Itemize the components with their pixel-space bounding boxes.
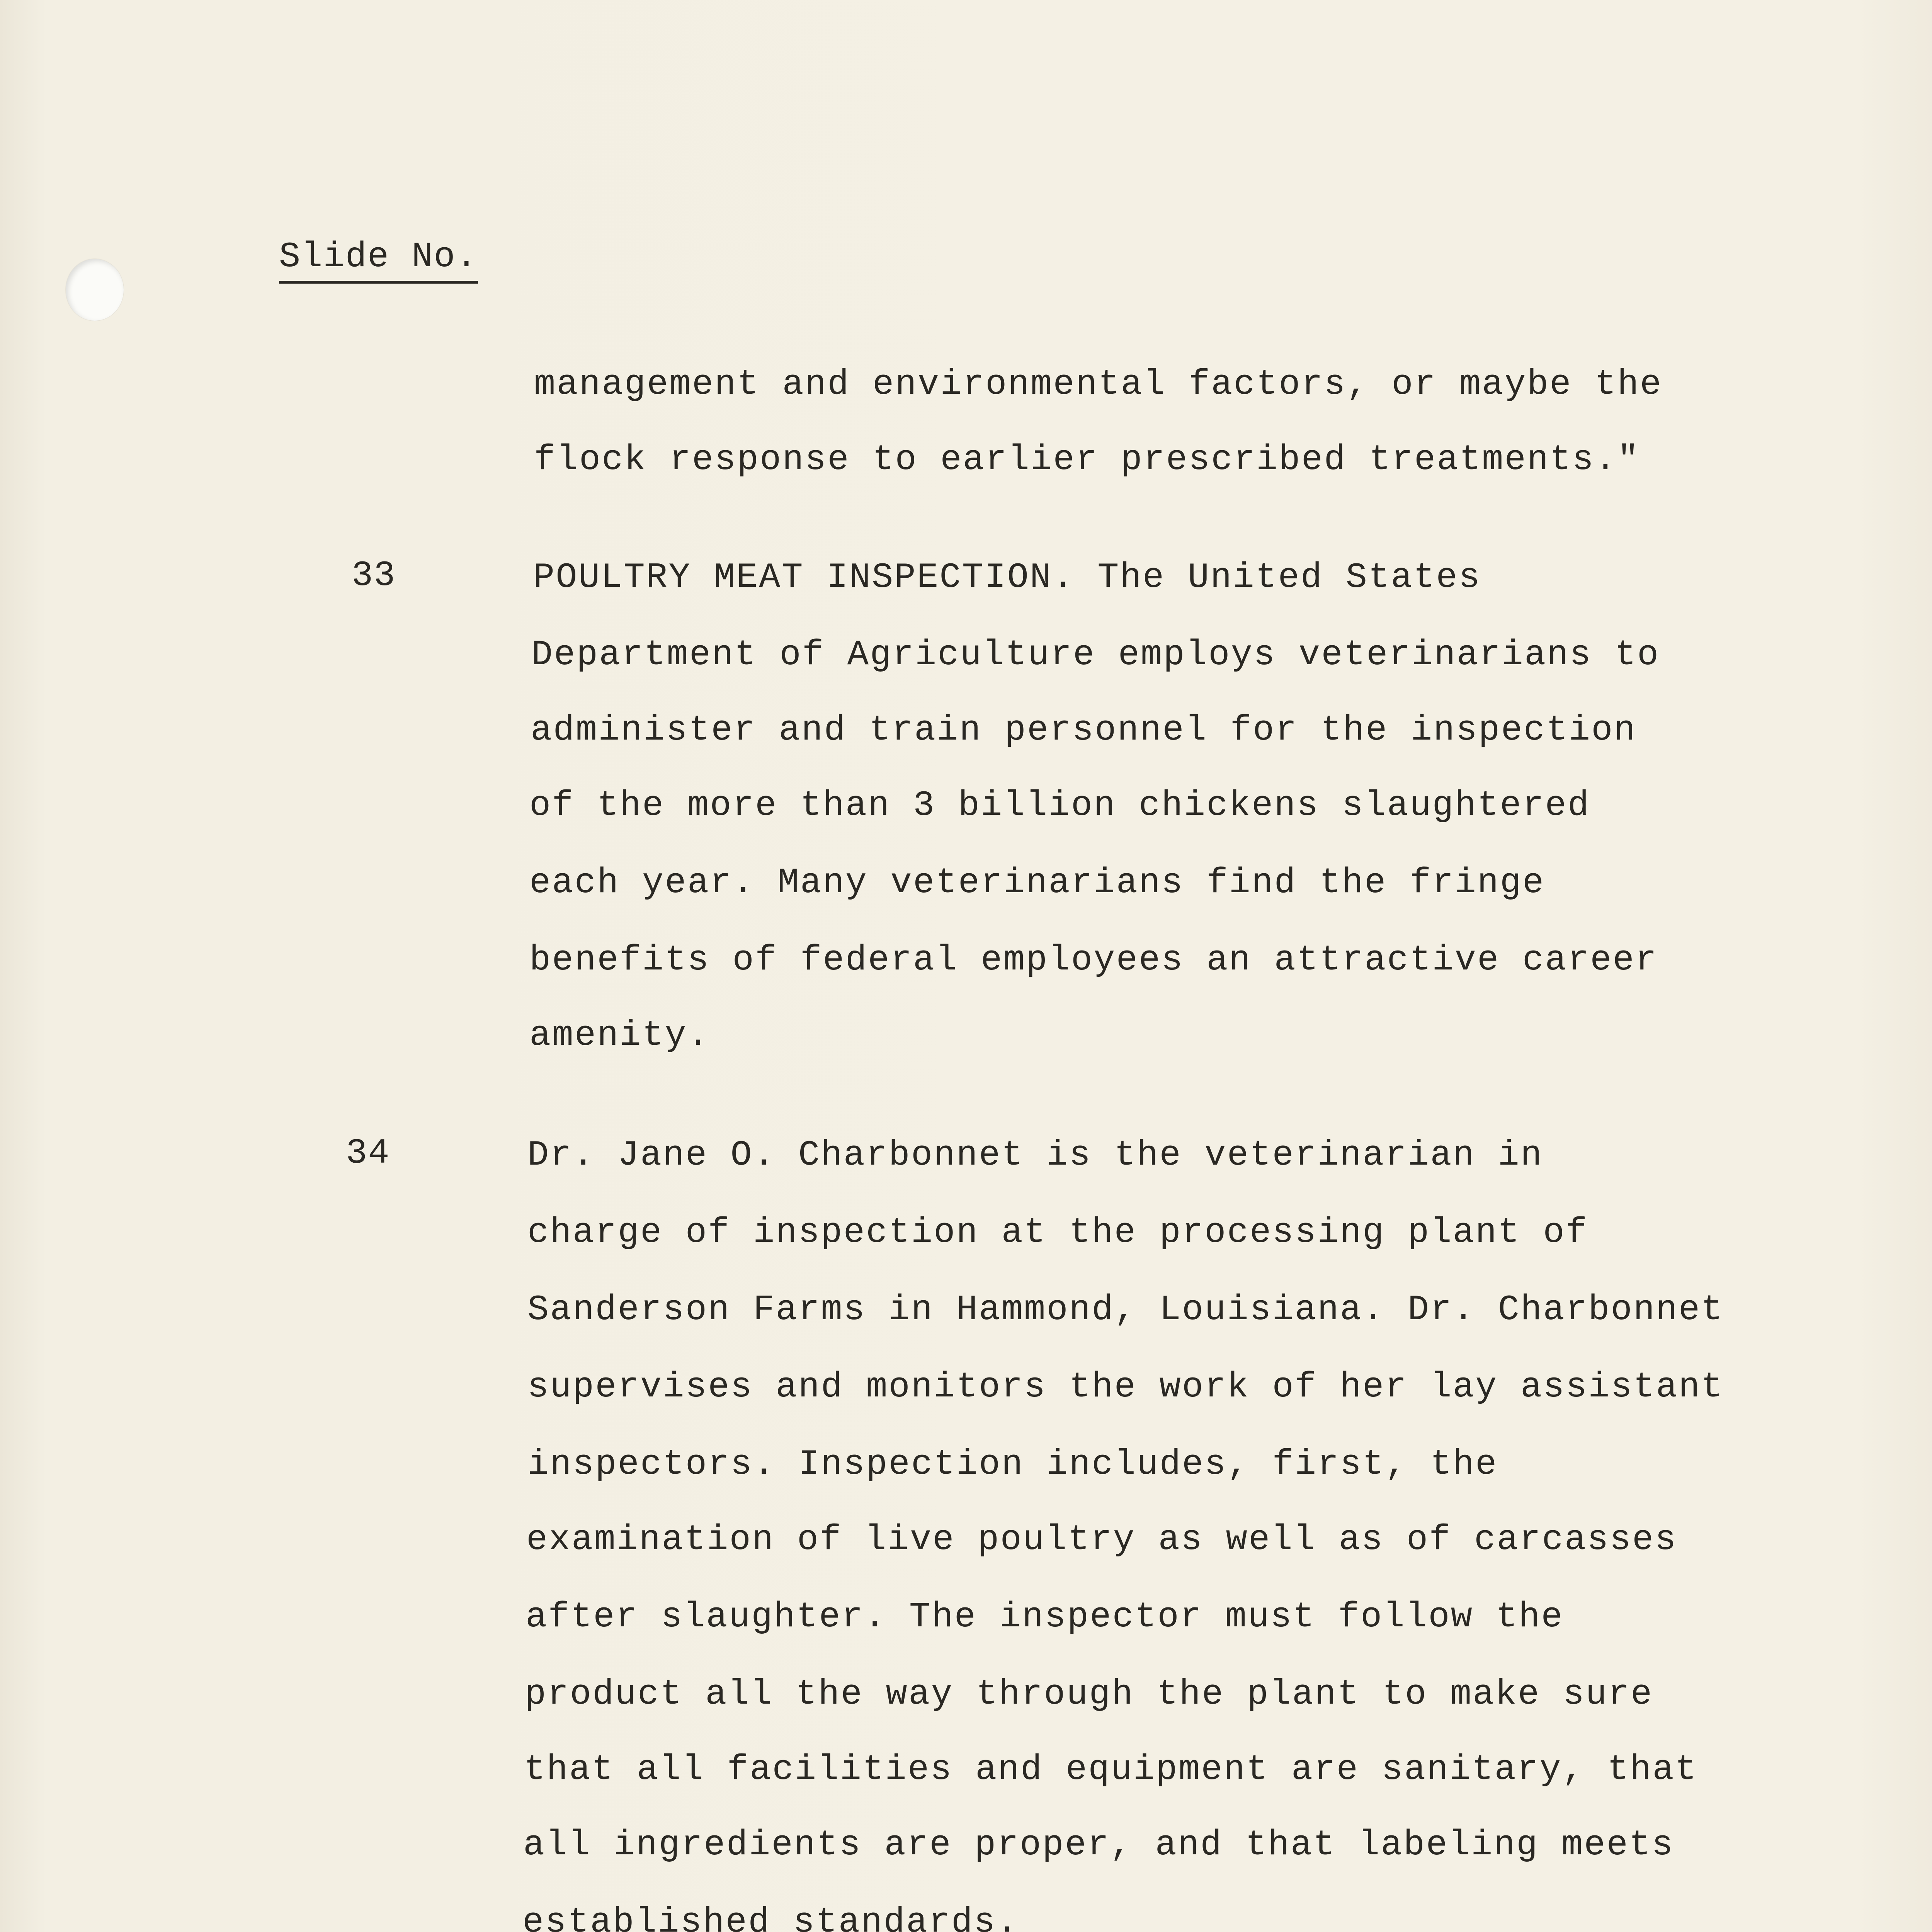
entry-line: supervises and monitors the work of her lay assistant (527, 1367, 1724, 1407)
continuation-line: flock response to earlier prescribed treatments." (534, 439, 1640, 480)
entry-line: after slaughter. The inspector must follow the (526, 1597, 1564, 1637)
entry-line: Dr. Jane O. Charbonnet is the veterinarian in (527, 1135, 1543, 1175)
entry-line: established standards. (522, 1902, 1019, 1932)
entry-line: administer and train personnel for the inspection (531, 710, 1637, 750)
entry-line: each year. Many veterinarians find the fringe (529, 862, 1545, 903)
slide-number: 33 (352, 555, 396, 596)
entry-line: amenity. (529, 1015, 710, 1056)
binder-hole-top (66, 259, 124, 321)
slide-number-column-header: Slide No. (279, 234, 478, 284)
entry-line: that all facilities and equipment are sanitary, that (524, 1749, 1698, 1790)
entry-line: examination of live poultry as well as of carcasses (526, 1519, 1677, 1560)
entry-line: inspectors. Inspection includes, first, the (527, 1444, 1498, 1485)
entry-line: benefits of federal employees an attractive career (529, 940, 1658, 980)
slide-number: 34 (346, 1133, 390, 1173)
entry-line: charge of inspection at the processing plant of (527, 1212, 1588, 1253)
continuation-line: management and environmental factors, or maybe the (534, 364, 1663, 405)
entry-line: all ingredients are proper, and that labeling meets (523, 1825, 1674, 1865)
entry-line: Department of Agriculture employs veterinarians to (531, 634, 1660, 675)
entry-line: of the more than 3 billion chickens slaughtered (529, 785, 1590, 826)
entry-line: POULTRY MEAT INSPECTION. The United States (533, 557, 1481, 598)
entry-line: product all the way through the plant to make sure (525, 1674, 1653, 1714)
entry-line: Sanderson Farms in Hammond, Louisiana. Dr. Charbonnet (527, 1289, 1724, 1330)
